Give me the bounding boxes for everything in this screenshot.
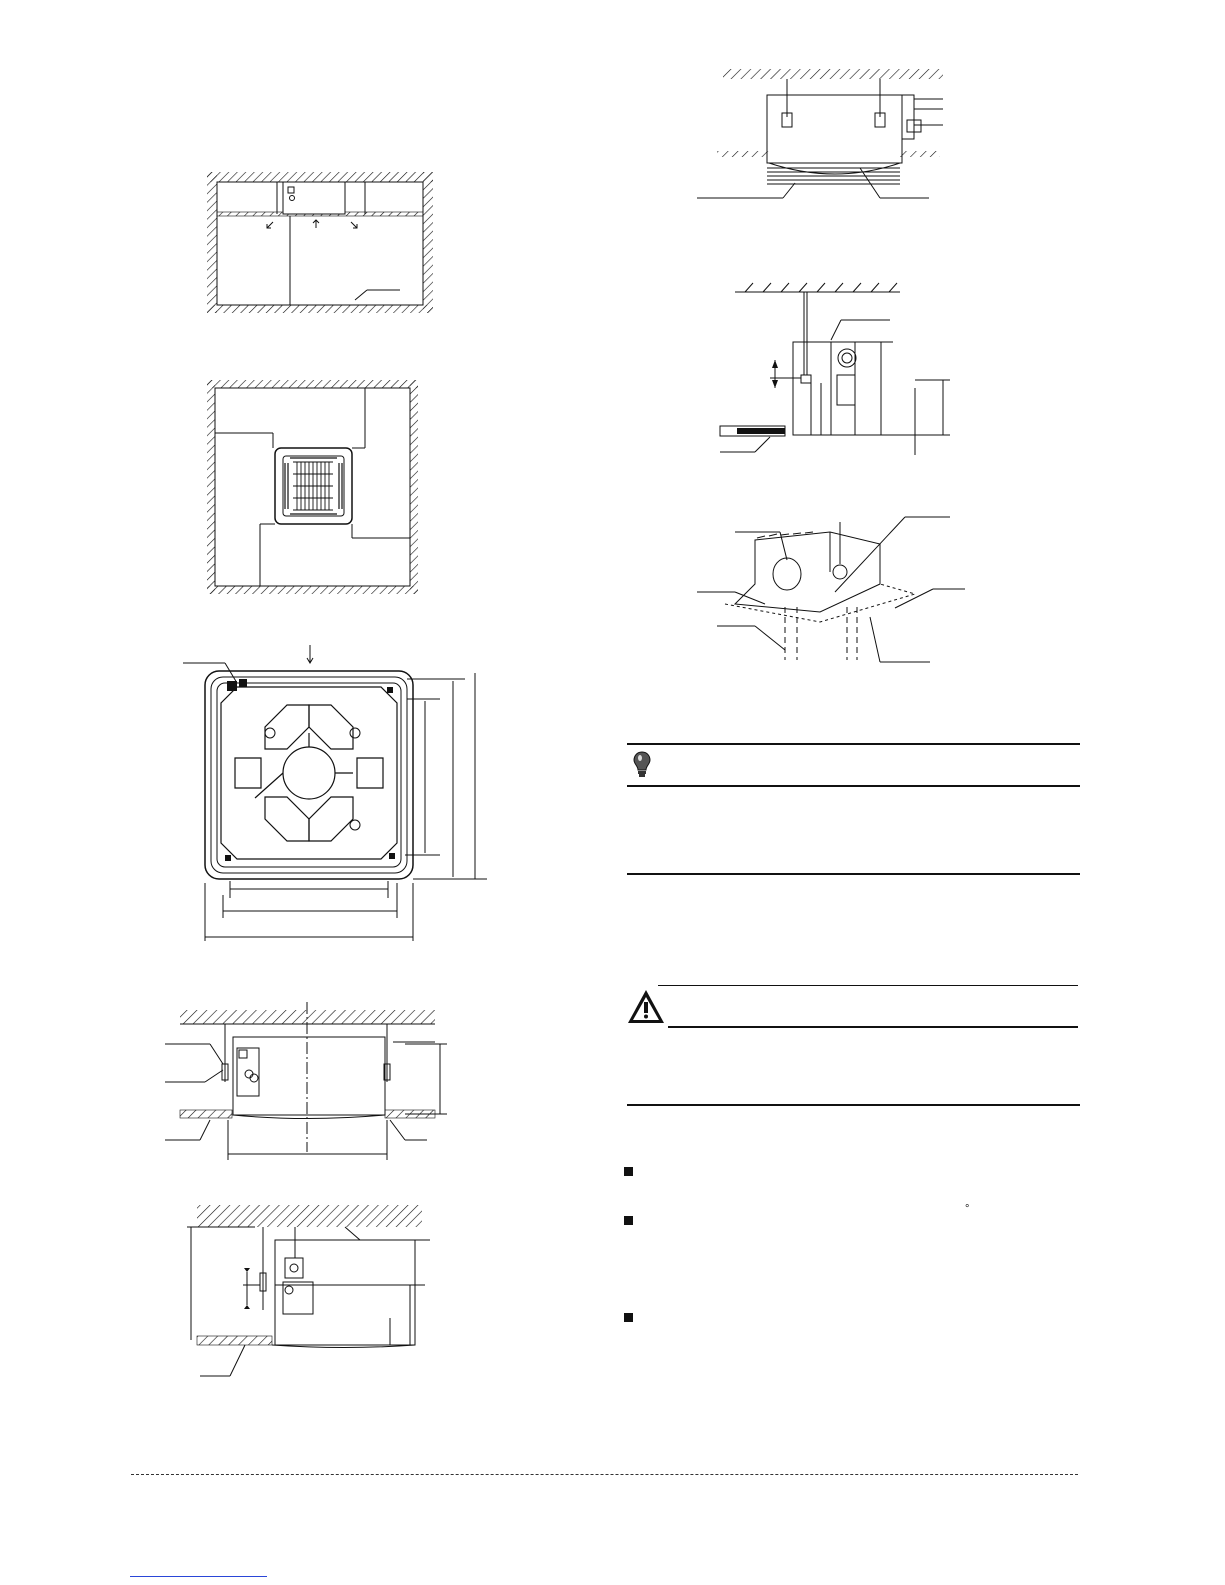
caution-header-rule bbox=[668, 1026, 1078, 1028]
note-top-rule bbox=[627, 743, 1080, 745]
footer-link-underline[interactable] bbox=[130, 1576, 267, 1577]
figure-room-top-view bbox=[205, 378, 420, 596]
warning-icon bbox=[626, 988, 666, 1026]
list-bullet-1 bbox=[624, 1167, 633, 1176]
degree-symbol: ° bbox=[965, 1203, 970, 1215]
list-bullet-3 bbox=[624, 1313, 633, 1322]
figure-unit-pipe-outlets bbox=[695, 512, 970, 667]
figure-unit-dimension-top-view bbox=[175, 643, 495, 945]
caution-bottom-rule bbox=[627, 1104, 1080, 1106]
note-header-rule bbox=[627, 785, 1080, 787]
footer-dashed-rule bbox=[131, 1474, 1078, 1475]
caution-top-rule bbox=[658, 985, 1078, 986]
figure-unit-hanging-bolts-side bbox=[185, 1200, 435, 1385]
note-bottom-rule bbox=[627, 873, 1080, 875]
figure-unit-in-ceiling-front-view bbox=[165, 1002, 450, 1162]
figure-room-side-view bbox=[205, 170, 435, 315]
lightbulb-icon bbox=[632, 750, 652, 780]
figure-hanging-rod-clearance bbox=[715, 280, 955, 458]
figure-unit-level-check bbox=[695, 65, 945, 205]
list-bullet-2 bbox=[624, 1216, 633, 1225]
